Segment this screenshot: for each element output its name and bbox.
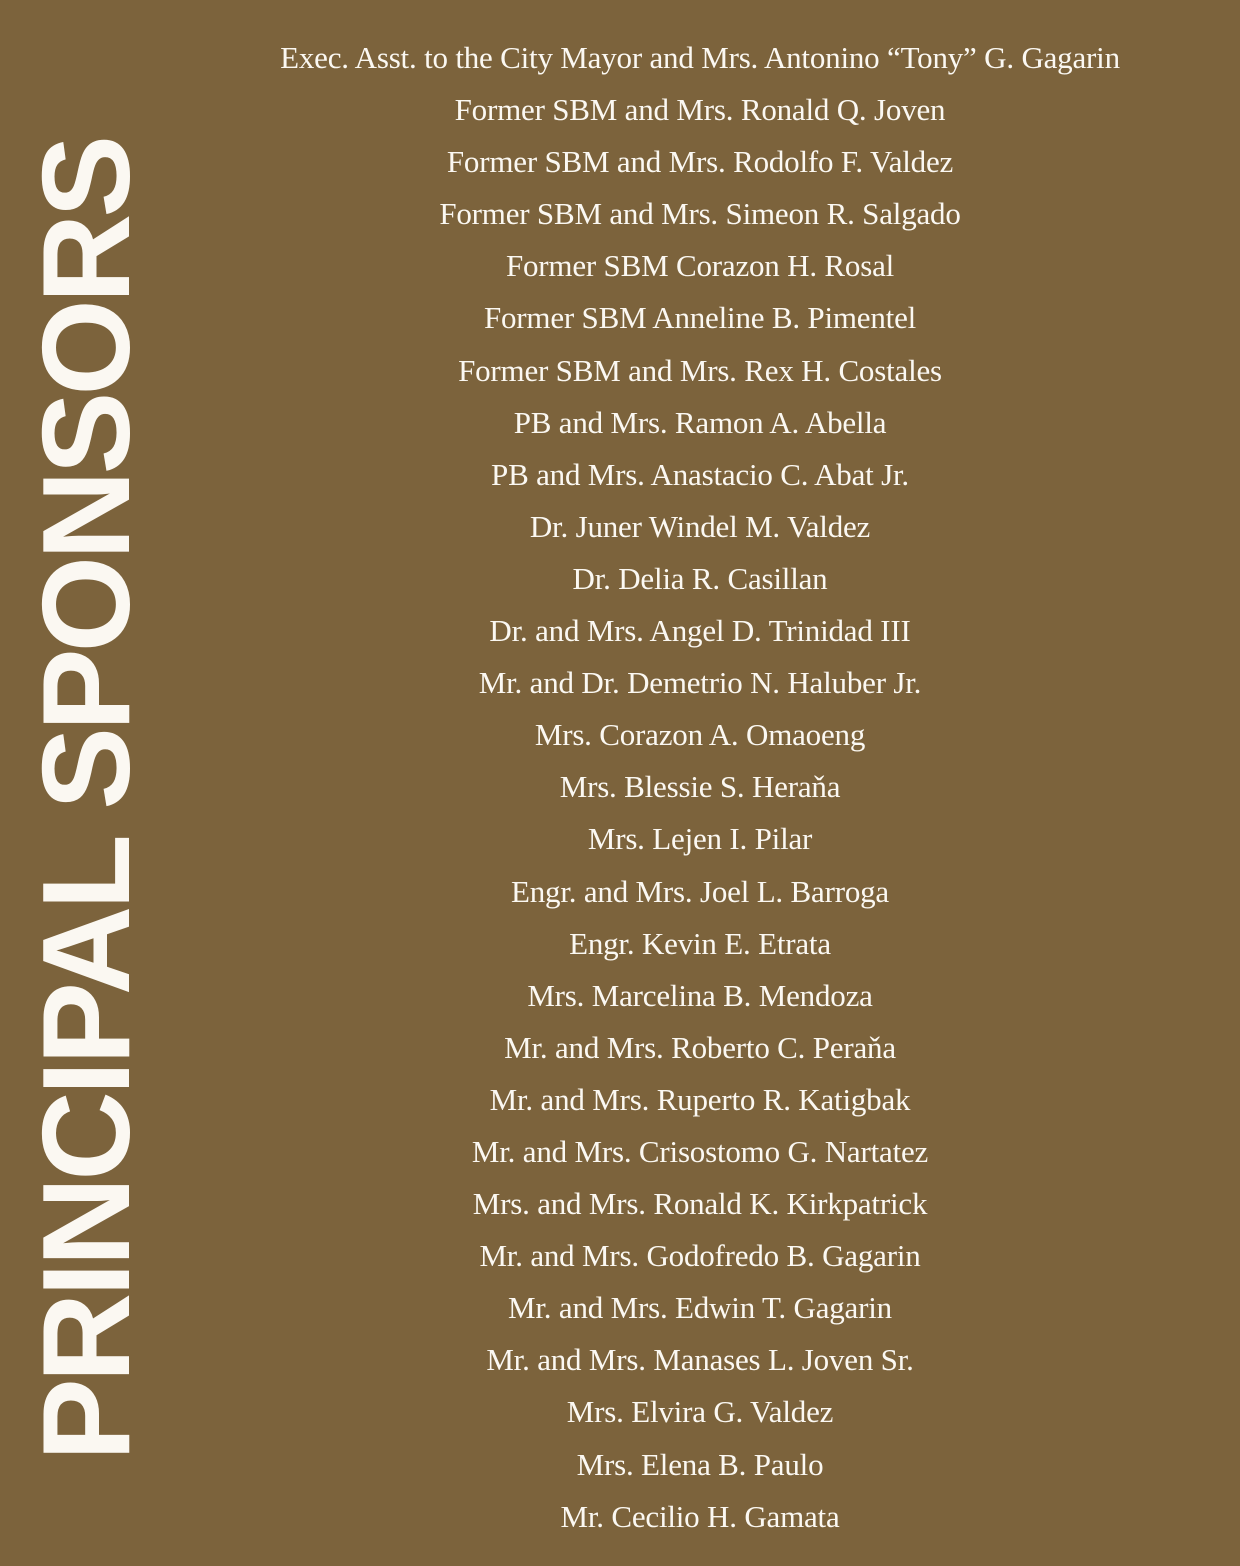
sponsor-name: Dr. Juner Windel M. Valdez [529,508,871,544]
sponsor-name: Dr. Delia R. Casillan [572,560,828,596]
sponsor-name: Engr. and Mrs. Joel L. Barroga [511,873,889,909]
sponsor-name: Mr. and Mrs. Manases L. Joven Sr. [486,1342,914,1378]
sponsor-name: Former SBM and Mrs. Simeon R. Salgado [439,196,961,232]
sponsor-name: Former SBM Corazon H. Rosal [505,248,895,284]
sponsor-name: PB and Mrs. Anastacio C. Abat Jr. [491,456,909,492]
sponsor-name: PB and Mrs. Ramon A. Abella [513,404,887,440]
sponsor-name: Former SBM and Mrs. Rex H. Costales [458,352,942,388]
sponsor-name: Mrs. and Mrs. Ronald K. Kirkpatrick [472,1186,928,1222]
sponsor-name: Mr. and Mrs. Edwin T. Gagarin [508,1290,892,1326]
sponsor-name: Mrs. Elena B. Paulo [576,1446,824,1482]
sponsor-name: Mrs. Lejen I. Pilar [587,821,813,857]
sponsor-name: Former SBM and Mrs. Ronald Q. Joven [454,92,946,128]
sponsor-name: Mr. Cecilio H. Gamata [560,1498,840,1534]
page-title: PRINCIPAL SPONSORS [18,138,156,1462]
sponsor-name: Dr. and Mrs. Angel D. Trinidad III [489,613,911,649]
sponsor-name: Mr. and Mrs. Roberto C. Peraňa [504,1029,896,1065]
sponsor-name: Mr. and Mrs. Ruperto R. Katigbak [489,1081,911,1117]
sponsor-name: Engr. Kevin E. Etrata [569,925,831,961]
sponsor-name: Mrs. Blessie S. Heraňa [559,769,841,805]
sponsor-list [200,32,1200,1543]
sponsor-name: Mrs. Corazon A. Omaoeng [534,717,866,753]
sponsor-name: Former SBM and Mrs. Rodolfo F. Valdez [446,144,954,180]
sponsor-name: Mr. and Dr. Demetrio N. Haluber Jr. [478,665,922,701]
sponsor-name: Former SBM Anneline B. Pimentel [483,300,917,336]
sponsor-name: Exec. Asst. to the City Mayor and Mrs. Antonino “Tony” G. Gagarin [280,40,1120,75]
sponsor-name: Mr. and Mrs. Crisostomo G. Nartatez [471,1133,929,1169]
sponsor-name: Mrs. Marcelina B. Mendoza [527,977,873,1013]
sponsor-name: Mrs. Elvira G. Valdez [566,1394,834,1430]
sponsor-name: Mr. and Mrs. Godofredo B. Gagarin [479,1238,921,1274]
